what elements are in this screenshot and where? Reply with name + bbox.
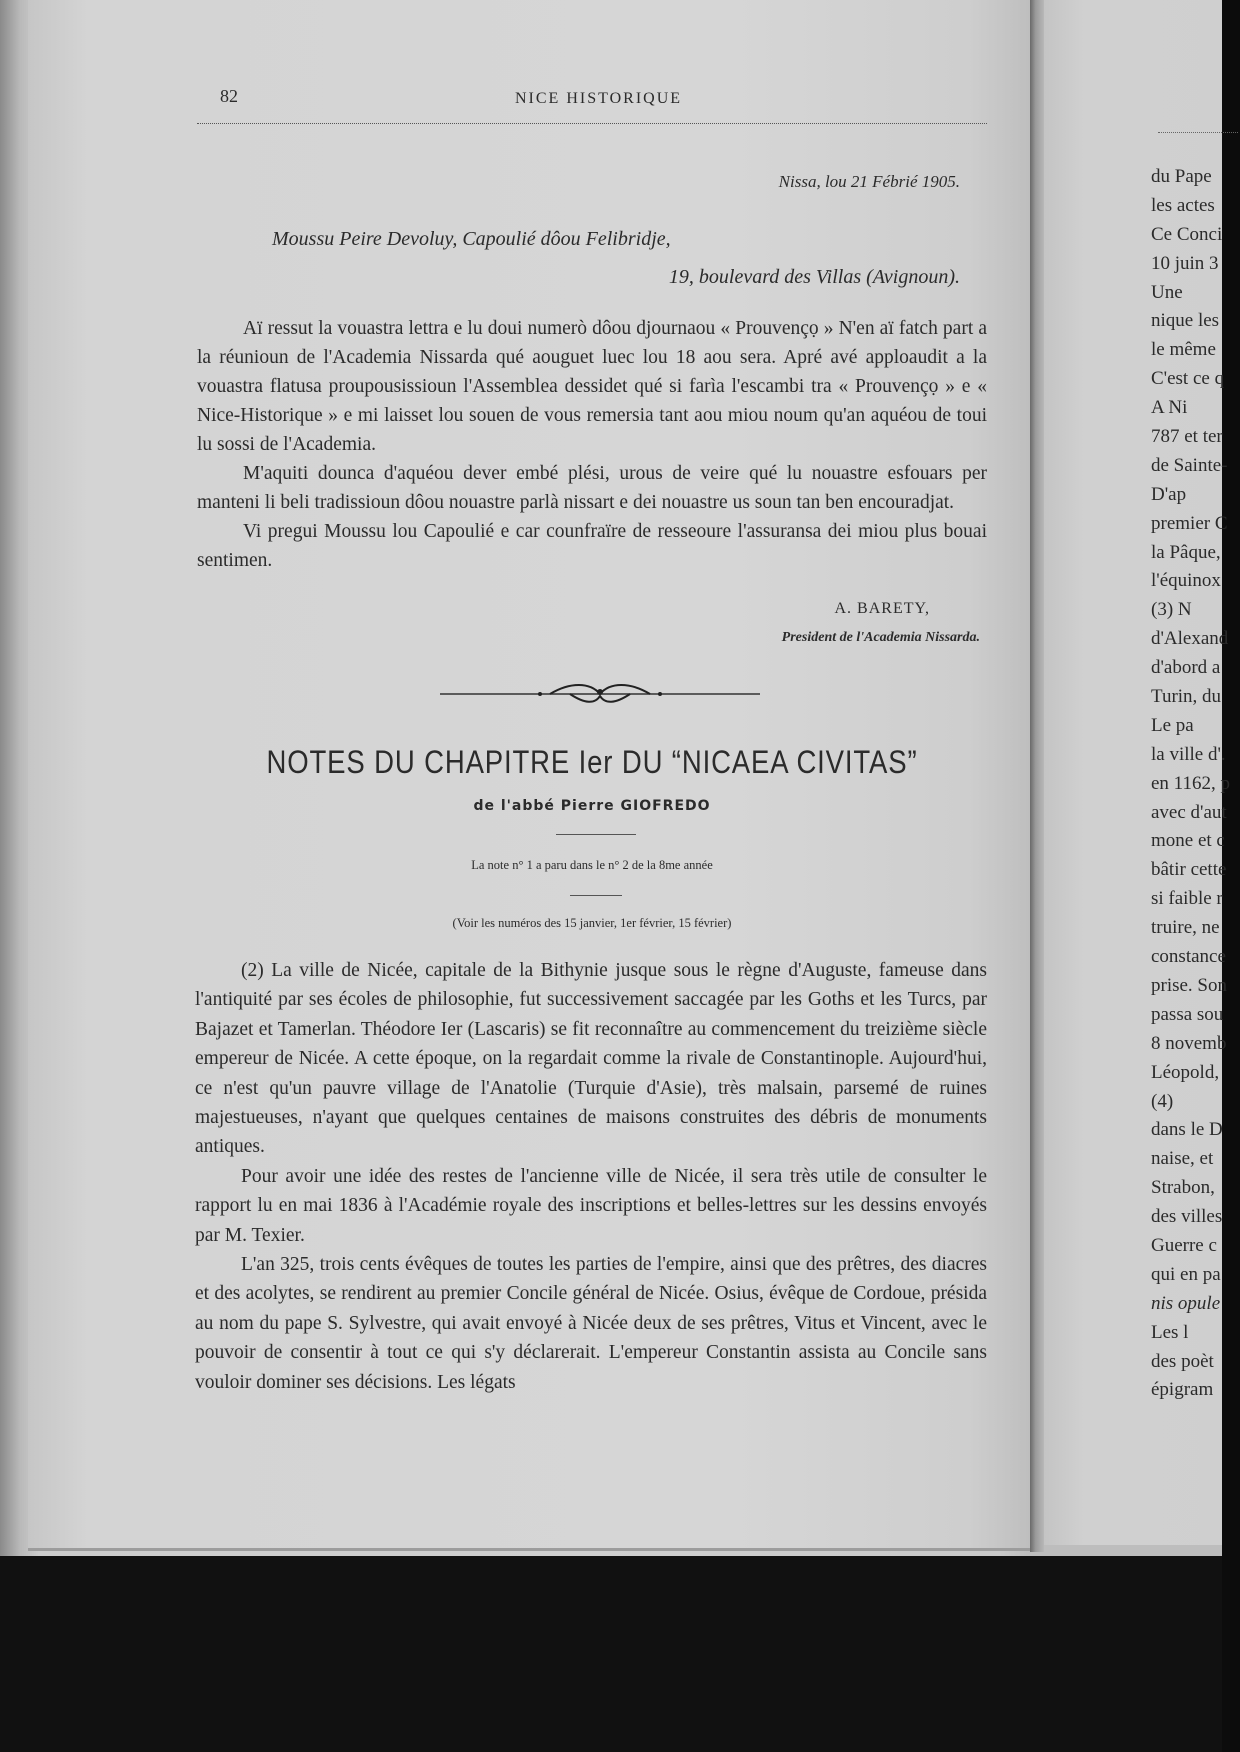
letter-paragraph: Aï ressut la vouastra lettra e lu doui numerò dôou djournaou « Prouvençọ » N'en aï fatch part a la réunioun de l'Academia Nissarda qué aouguet luec lou 18 aou sera. Apré avé apploaudit a la vouastra flatusa proupousissioun l'Assemblea dessidet qué si farìa l'escambi tra « Prouvençọ » e « Nice-Historique » e mi laisset lou souen de vous remersia tant aou miou noum qu'an aquéou de toui lu sossi de l'Academia. <box>197 318 987 455</box>
facing-page-line: A Ni <box>1151 397 1188 419</box>
section-title: NOTES DU CHAPITRE Ier DU “NICAEA CIVITAS” <box>266 744 918 780</box>
facing-page-line: les actes <box>1151 194 1215 216</box>
section-note-1: La note n° 1 a paru dans le n° 2 de la 8me année <box>471 858 713 872</box>
facing-page-line: Ce Conci <box>1151 223 1223 245</box>
facing-page-line: de Sainte- <box>1151 454 1228 476</box>
section-byline: de l'abbé Pierre GIOFREDO <box>473 798 711 814</box>
signature-title: President de l'Academia Nissarda. <box>781 630 980 645</box>
letter-body <box>197 314 987 575</box>
facing-page-line: la ville d'. <box>1151 743 1226 765</box>
letter-dateline: Nissa, lou 21 Fébrié 1905. <box>778 172 960 191</box>
facing-header-rule <box>1158 132 1238 133</box>
facing-page-line: qui en pa <box>1151 1263 1221 1285</box>
facing-page-line: en 1162, p <box>1151 772 1230 794</box>
facing-page-line: truire, ne <box>1151 917 1220 939</box>
facing-page-line: C'est ce q <box>1151 368 1225 390</box>
body-paragraph: Pour avoir une idée des restes de l'ancienne ville de Nicée, il sera très utile de consulter le rapport lu en mai 1836 à l'Académie royale des inscriptions et belles-lettres sur les dessins envoyés par M. Texier. <box>195 1165 987 1246</box>
facing-page-line: 8 novemb <box>1151 1032 1227 1054</box>
book-gutter <box>1030 0 1044 1552</box>
short-rule <box>570 895 622 896</box>
section-note-2: (Voir les numéros des 15 janvier, 1er février, 15 février) <box>452 916 732 930</box>
facing-page-line: épigram <box>1151 1379 1214 1401</box>
facing-page-line: bâtir cette <box>1151 859 1227 881</box>
facing-page-line: nis opule <box>1151 1292 1221 1314</box>
facing-page-line: (3) N <box>1151 599 1192 621</box>
facing-page-line: naise, et <box>1151 1148 1214 1170</box>
facing-page-line: des villes <box>1151 1206 1223 1228</box>
facing-page-line: prise. Son <box>1151 974 1227 996</box>
facing-page-line: Turin, du <box>1151 686 1222 708</box>
body-paragraph: (2) La ville de Nicée, capitale de la Bithynie jusque sous le règne d'Auguste, fameuse dans l'antiquité par ses écoles de philosophie, fut successivement saccagée par les Goths et les Turcs, par Bajazet et Tamerlan. Théodore Ier (Lascaris) se fit reconnaître au commencement du treizième siècle empereur de Nicée. A cette époque, on la regardait comme la rivale de Constantinople. Aujourd'hui, ce n'est qu'un pauvre village de l'Anatolie (Turquie d'Asie), très malsain, parsemé de ruines majestueuses, n'ayant que quelques centaines de maisons construites des débris de monuments antiques. <box>195 960 987 1158</box>
facing-page-line: l'équinox <box>1151 570 1221 592</box>
facing-page-line: 10 juin 3 <box>1151 252 1219 274</box>
facing-page-line: Les l <box>1151 1321 1189 1343</box>
facing-page-line: si faible r <box>1151 888 1223 910</box>
header-rule <box>197 123 987 124</box>
body-paragraph: L'an 325, trois cents évêques de toutes les parties de l'empire, ainsi que des prêtres, des diacres et des acolytes, se rendirent au premier Concile général de Nicée. Osius, évêque de Cordoue, présida au nom du pape S. Sylvestre, qui avait envoyé à Nicée deux de ses prêtres, Vitus et Vincent, avec le pouvoir de consentir à tout ce qui s'y déclarerait. L'empereur Constantin assista au Concile sans vouloir dominer ses décisions. Les légats <box>195 1254 987 1393</box>
letter-paragraph: M'aquiti dounca d'aquéou dever embé plési, urous de veire qué lu nouastre esfouars per manteni li beli tradissioun dôou nouastre parlà nissart e dei nouastre us soun tan ben encouradjat. <box>197 463 987 513</box>
facing-page-line: D'ap <box>1151 483 1187 505</box>
facing-page-line: d'abord a <box>1151 657 1221 679</box>
facing-page-line: 787 et ter <box>1151 426 1223 448</box>
facing-page-text <box>1151 163 1240 1405</box>
ornamental-divider <box>440 680 760 708</box>
facing-page-line: la Pâque, <box>1151 541 1221 563</box>
signature-name: A. BARETY, <box>834 600 930 617</box>
letter-address-line1: Moussu Peire Devoluy, Capoulié dôou Felibridje, <box>272 228 671 250</box>
facing-page-line: mone et c <box>1151 830 1225 852</box>
facing-page-line: des poèt <box>1151 1350 1214 1372</box>
facing-page-line: Léopold, <box>1151 1061 1220 1083</box>
facing-page-line: dans le D <box>1151 1119 1223 1141</box>
facing-page-line: nique les <box>1151 310 1220 332</box>
letter-paragraph: Vi pregui Moussu lou Capoulié e car counfraïre de resseoure l'assuransa dei miou plus bouai sentimen. <box>197 521 987 571</box>
scan-bottom-border <box>0 1556 1240 1752</box>
running-title: NICE HISTORIQUE <box>515 90 683 107</box>
facing-page-line: premier C <box>1151 512 1228 534</box>
facing-page-line: constance <box>1151 946 1226 968</box>
facing-page-line: avec d'aut <box>1151 801 1227 823</box>
facing-page-line: Le pa <box>1151 714 1194 736</box>
notes-body <box>195 956 987 1397</box>
facing-page-line: (4) <box>1151 1090 1174 1112</box>
letter-address-line2: 19, boulevard des Villas (Avignoun). <box>668 266 960 288</box>
facing-page-line: du Pape <box>1151 166 1212 187</box>
facing-page-line: le même <box>1151 339 1216 361</box>
short-rule <box>556 834 636 835</box>
facing-page-line: passa sou <box>1151 1003 1224 1025</box>
facing-page-line: d'Alexand <box>1151 628 1229 650</box>
facing-page-line: Une <box>1151 281 1183 303</box>
facing-page-line: Guerre c <box>1151 1234 1217 1256</box>
page-number: 82 <box>220 86 238 106</box>
facing-page-line: Strabon, <box>1151 1177 1215 1199</box>
